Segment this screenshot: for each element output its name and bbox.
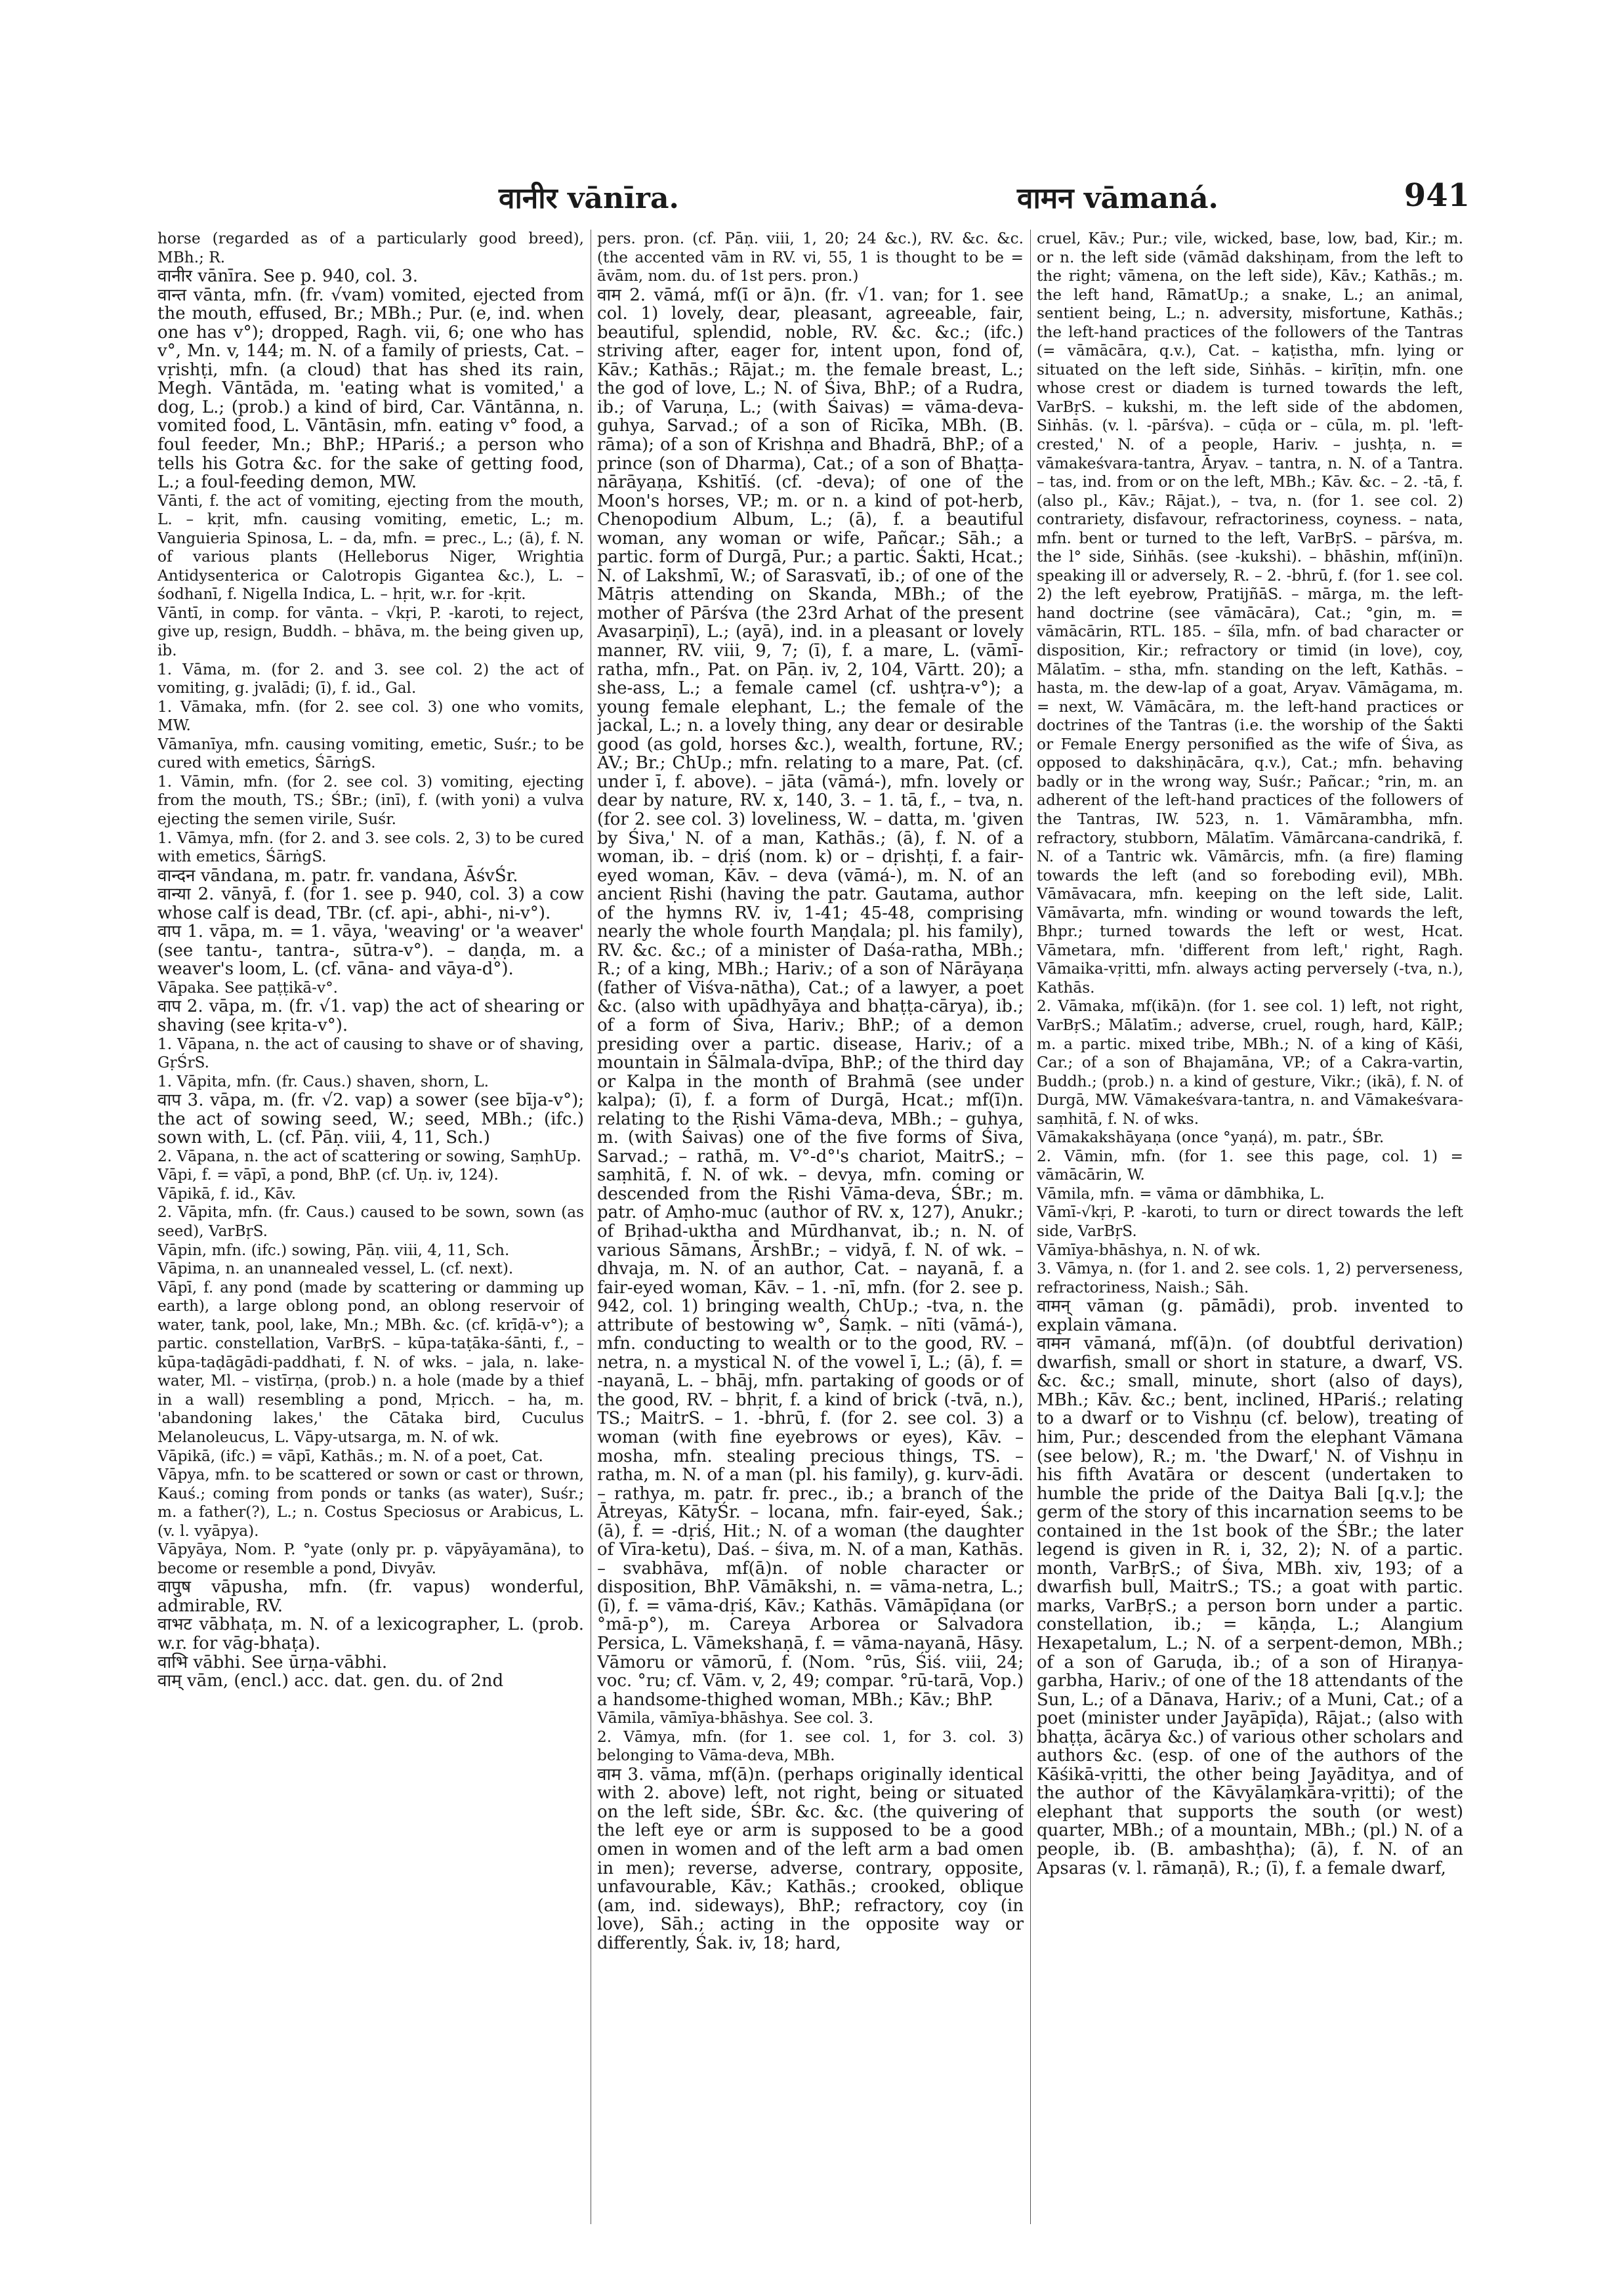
dictionary-headword-entry: वाम् vām, (encl.) acc. dat. gen. du. of 2nd (157, 1671, 504, 1691)
dictionary-entry: 2. Vāpita, mfn. (fr. Caus.) caused to be sown, sown (as seed), VarBṛS. (157, 1203, 584, 1240)
column-2 (597, 230, 1024, 2224)
dictionary-headword-entry: वामन vāmaná, mf(ā)n. (of doubtful derivation) dwarfish, small or short in stature, a dwarf, VS. &c. &c.; small, minute, short (also of days), MBh.; Kāv. &c.; bent, inclined, HPariś.; relating to a dwarf or to Vishṇu (cf. below), treating of him, Pur.; descended from the elephant Vāmana (see below), R.; m. 'the Dwarf,' N. of Vishṇu in his fifth Avatāra or descent (undertaken to humble the pride of the Daitya Bali [q.v.]; the germ of the story of this incarnation seems to be contained in the 1st book of the ŚBr.; the later legend is given in R. i, 32, 2); N. of a partic. month, VarBṛS.; of Śiva, MBh. xiv, 193; of a dwarfish bull, MaitrS.; TS.; a goat with partic. marks, VarBṛS.; a person born under a partic. constellation, ib.; = kāṇḍa, L.; Alangium Hexapetalum, L.; N. of a serpent-demon, MBh.; of a son of Garuḍa, ib.; of a son of Hiraṇya-garbha, Hariv.; of one of the 18 attendants of the Sun, L.; of a Dānava, Hariv.; of a Muni, Cat.; of a poet (minister under Jayāpīḍa), Rājat.; (also with bhaṭṭa, ācārya &c.) of various other scholars and authors &c. (esp. of one of the authors of the Kāśikā-vṛitti, the other being Jayāditya, and of the author of the Kāvyālaṃkāra-vṛitti); of the elephant that supports the south (or west) quarter, MBh.; of a mountain, MBh.; (pl.) N. of a people, ib. (B. ambashṭha); (ā), f. N. of an Apsaras (v. l. rāmaṇā), R.; (ī), f. a female dwarf, (1037, 1334, 1463, 1878)
column-1 (157, 230, 584, 2224)
page-number: 941 (1404, 177, 1470, 214)
running-head-right: वामन vāmaná. (1017, 182, 1218, 215)
dictionary-entry: 2. Vāmya, mfn. (for 1. see col. 1, for 3. col. 3) belonging to Vāma-deva, MBh. (597, 1727, 1024, 1765)
dictionary-entry: 2. Vāpana, n. the act of scattering or sowing, SaṃhUp. (157, 1147, 581, 1165)
dictionary-entry: Vāpin, mfn. (ifc.) sowing, Pāṇ. viii, 4, 11, Sch. (157, 1241, 510, 1259)
dictionary-headword-entry: वाभि vābhi. See ūrṇa-vābhi. (157, 1652, 388, 1672)
dictionary-entry: Vāpikā, (ifc.) = vāpī, Kathās.; m. N. of a poet, Cat. (157, 1447, 543, 1465)
dictionary-entry: Vāmakakshāyaṇa (once °yaṇá), m. patr., ŚBr. (1037, 1128, 1385, 1147)
dictionary-headword-entry: वान्या 2. vānyā, f. (for 1. see p. 940, col. 3) a cow whose calf is dead, TBr. (cf. api-, abhi-, ni-v°). (157, 884, 584, 923)
dictionary-entry: 2. Vāmaka, mf(ikā)n. (for 1. see col. 1) left, not right, VarBṛS.; Mālatīm.; adverse, cruel, rough, hard, KālP.; m. a partic. mixed tribe, MBh.; N. of a king of Kāśi, Car.; of a son of Bhajamāna, VP.; of a Cakra-vartin, Buddh.; (prob.) n. a kind of gesture, Vikr.; (ikā), f. N. of Durgā, MW. Vāmakeśvara-tantra, n. and Vāmakeśvara-saṃhitā, f. N. of wks. (1037, 997, 1463, 1128)
column-3 (1037, 230, 1463, 2224)
dictionary-columns (157, 230, 1463, 2224)
dictionary-entry: Vāmī-√kṛi, P. -karoti, to turn or direct towards the left side, VarBṛS. (1037, 1203, 1463, 1240)
running-head-left: वानीर vānīra. (499, 182, 679, 215)
dictionary-entry: 1. Vāmaka, mfn. (for 2. see col. 3) one who vomits, MW. (157, 697, 584, 735)
dictionary-entry: 1. Vāma, m. (for 2. and 3. see col. 2) the act of vomiting, g. jvalādi; (ī), f. id., Gal. (157, 660, 584, 697)
dictionary-headword-entry: वाम 3. vāma, mf(ā)n. (perhaps originally identical with 2. above) left, not right, being or situated on the left side, ŚBr. &c. &c. (the quivering of the left eye or arm is supposed to be a good omen in women and of the left arm a bad omen in men); reverse, adverse, contrary, opposite, unfavourable, Kāv.; Kathās.; crooked, oblique (am, ind. sideways), BhP.; refractory, coy (in love), Sāh.; acting in the opposite way or differently, Śak. iv, 18; hard, (597, 1764, 1024, 1953)
dictionary-entry: Vāmīya-bhāshya, n. N. of wk. (1037, 1241, 1261, 1259)
dictionary-entry: Vāmila, mfn. = vāma or dāmbhika, L. (1037, 1184, 1325, 1203)
dictionary-entry: Vāntī, in comp. for vānta. – √kṛi, P. -karoti, to reject, give up, resign, Buddh. – bhāva, m. the being given up, ib. (157, 604, 584, 660)
dictionary-entry: Vāmanīya, mfn. causing vomiting, emetic, Suśr.; to be cured with emetics, ŚārṅgS. (157, 735, 584, 772)
dictionary-headword-entry: वाप 2. vāpa, m. (fr. √1. vap) the act of shearing or shaving (see kṛita-v°). (157, 997, 584, 1035)
dictionary-entry: 2. Vāmin, mfn. (for 1. see this page, col. 1) = vāmācārin, W. (1037, 1147, 1463, 1184)
dictionary-headword-entry: वाप 1. vāpa, m. = 1. vāya, 'weaving' or 'a weaver' (see tantu-, tantra-, sūtra-v°). – daṇḍa, m. a weaver's loom, L. (cf. vāna- and vāya-d°). (157, 922, 584, 980)
dictionary-headword-entry: वाभट vābhaṭa, m. N. of a lexicographer, L. (prob. w.r. for vāg-bhaṭa). (157, 1615, 584, 1654)
dictionary-headword-entry: वामन् vāman (g. pāmādi), prob. invented to explain vāmana. (1037, 1296, 1463, 1335)
dictionary-entry: Vāpya, mfn. to be scattered or sown or cast or thrown, Kauś.; coming from ponds or tanks (as water), Suśr.; m. a father(?), L.; n. Costus Speciosus or Arabicus, L. (v. l. vyāpya). (157, 1466, 584, 1540)
dictionary-headword-entry: वानीर vānīra. See p. 940, col. 3. (157, 266, 419, 287)
dictionary-entry: pers. pron. (cf. Pāṇ. viii, 1, 20; 24 &c.), RV. &c. &c. (the accented vām in RV. vi, 55, 1 is thought to be = āvām, nom. du. of 1st pers. pron.) (597, 230, 1024, 285)
dictionary-entry: Vāmila, vāmīya-bhāshya. See col. 3. (597, 1709, 874, 1727)
dictionary-entry: 3. Vāmya, n. (for 1. and 2. see cols. 1, 2) perverseness, refractoriness, Naish.; Sāh. (1037, 1260, 1463, 1296)
dictionary-headword-entry: वान्दन vāndana, m. patr. fr. vandana, ĀśvŚr. (157, 865, 518, 886)
dictionary-entry: Vāpima, n. an unannealed vessel, L. (cf. next). (157, 1260, 514, 1278)
dictionary-entry: 1. Vāmya, mfn. (for 2. and 3. see cols. 2, 3) to be cured with emetics, ŚārṅgS. (157, 829, 584, 866)
dictionary-entry: Vāpyāya, Nom. P. °yate (only pr. p. vāpyāyamāna), to become or resemble a pond, Divyāv. (157, 1540, 584, 1577)
dictionary-headword-entry: वान्त vānta, mfn. (fr. √vam) vomited, ejected from the mouth, effused, Br.; MBh.; Pur. (e, ind. when one has v°); dropped, Ragh. vii, 6; one who has v°, Mn. v, 144; m. N. of a family of priests, Cat. – vṛishṭi, mfn. (a cloud) that has shed its rain, Megh. Vāntāda, m. 'eating what is vomited,' a dog, L.; (prob.) a kind of bird, Car. Vāntānna, n. vomited food, L. Vāntāsin, mfn. eating v° food, a foul feeder, Mn.; BhP.; HPariś.; a person who tells his Gotra &c. for the sake of getting food, L.; a foul-feeding demon, MW. (157, 285, 584, 493)
dictionary-headword-entry: वाम 2. vāmá, mf(ī or ā)n. (fr. √1. van; for 1. see col. 1) lovely, dear, pleasant, agreeable, fair, beautiful, splendid, noble, RV. &c. &c.; (ifc.) striving after, eager for, intent upon, fond of, Kāv.; Kathās.; Rājat.; m. the female breast, L.; the god of love, L.; N. of Śiva, BhP.; of a Rudra, ib.; of Varuṇa, L.; (with Śaivas) = vāma-deva-guhya, Sarvad.; of a son of Ricīka, MBh. (B. rāma); of a son of Krishṇa and Bhadrā, BhP.; of a prince (son of Dharma), Cat.; of a son of Bhaṭṭa-nārāyaṇa, Kshitīś. (cf. -deva); of one of the Moon's horses, VP.; m. or n. a kind of pot-herb, Chenopodium Album, L.; (ā), f. a beautiful woman, any woman or wife, Pañcar.; Sāh.; a partic. form of Durgā, Pur.; a partic. Śakti, Hcat.; N. of Lakshmī, W.; of Sarasvatī, ib.; of one of the Mātṛis attending on Skanda, MBh.; of the mother of Pārśva (the 23rd Arhat of the present Avasarpiṇī), L.; (ayā), ind. in a pleasant or lovely manner, RV. viii, 9, 7; (ī), f. a mare, L. (vāmī-ratha, mfn., Pat. on Pāṇ. iv, 2, 104, Vārtt. 20); a she-ass, L.; a female camel (cf. ushṭra-v°); a young female elephant, L.; the female of the jackal, L.; n. a lovely thing, any dear or desirable good (as gold, horses &c.), wealth, fortune, RV.; AV.; Br.; ChUp.; mfn. relating to a mare, Pat. (cf. under ī, f. above). – jāta (vāmá-), mfn. lovely or dear by nature, RV. x, 140, 3. – 1. tā, f., – tva, n. (for 2. see col. 3) loveliness, W. – datta, m. 'given by Śiva,' N. of a man, Kathās.; (ā), f. N. of a woman, ib. – dṛiś (nom. k) or – dṛishṭi, f. a fair-eyed woman, Kāv. – deva (vāmá-), m. N. of an ancient Ṛishi (having the patr. Gautama, author of the hymns RV. iv, 1-41; 45-48, comprising nearly the whole fourth Maṇḍala; pl. his family), RV. &c. &c.; of a minister of Daśa-ratha, MBh.; R.; of a king, MBh.; Hariv.; of a son of Nārāyaṇa (father of Viśva-nātha), Cat.; of a lawyer, a poet &c. (also with upādhyāya and bhaṭṭa-cārya), ib.; of a form of Śiva, Hariv.; BhP.; of a demon presiding over a partic. disease, Hariv.; of a mountain in Śālmala-dvīpa, BhP.; of the third day or Kalpa in the month of Brahmā (see under kalpa); (ī), f. a form of Durgā, Hcat.; mf(ī)n. relating to the Ṛishi Vāma-deva, MBh.; – guhya, m. (with Śaivas) one of the five forms of Śiva, Sarvad.; – rathā, m. V°-d°'s chariot, MaitrS.; – saṃhitā, f. N. of wk. – devya, mfn. coming or descended from the Ṛishi Vāma-deva, ŚBr.; m. patr. of Aṃho-muc (author of RV. x, 127), Anukr.; of Bṛihad-uktha and Mūrdhanvat, ib.; n. N. of various Sāmans, ĀrshBr.; – vidyā, f. N. of wk. – dhvaja, m. N. of an author, Cat. – nayanā, f. a fair-eyed woman, Kāv. – 1. -nī, mfn. (for 2. see p. 942, col. 1) bringing wealth, ChUp.; -tva, n. the attribute of bestowing w°, Śaṃk. – nīti (vāmá-), mfn. conducting to wealth or to the good, RV. – netra, n. a mystical N. of the vowel ī, L.; (ā), f. = -nayanā, L. – bhāj, mfn. partaking of goods or of the good, RV. – bhṛit, f. a kind of brick (-tvā, n.), TS.; MaitrS. – 1. -bhrū, f. (for 2. see col. 3) a woman (with fine eyebrows or eyes), Kāv. – mosha, mfn. stealing precious things, TS. – ratha, m. N. of a man (pl. his family), g. kurv-ādi. – rathya, m. patr. fr. prec., ib.; a branch of the Ātreyas, KātyŚr. – locana, mfn. fair-eyed, Śak.; (ā), f. = -dṛiś, Hit.; N. of a woman (the daughter of Vīra-ketu), Daś. – śiva, m. N. of a man, Kathās. – svabhāva, mf(ā)n. of noble character or disposition, BhP. Vāmākshi, n. = vāma-netra, L.; (ī), f. = vāma-dṛiś, Kāv.; Kathās. Vāmāpīḍana (or °mā-p°), m. Careya Arborea or Salvadora Persica, L. Vāmekshaṇā, f. = vāma-nayanā, Hāsy. Vāmoru or vāmorū, f. (Nom. °rūs, Śiś. viii, 24; voc. °ru; cf. Vām. v, 2, 49; compar. °rū-tarā, Vop.) a handsome-thighed woman, MBh.; Kāv.; BhP. (597, 285, 1024, 1710)
dictionary-entry: Vāpī, f. any pond (made by scattering or damming up earth), a large oblong pond, an oblong reservoir of water, tank, pool, lake, Mn.; MBh. &c. (cf. krīḍā-v°); a partic. constellation, VarBṛS. – kūpa-taṭāka-śānti, f., – kūpa-taḍāgādi-paddhati, f. N. of wks. – jala, n. lake-water, Ml. – vistīrṇa, (prob.) n. a hole (made by a thief in a wall) resembling a pond, Mṛicch. – ha, m. 'abandoning lakes,' the Cātaka bird, Cuculus Melanoleucus, L. Vāpy-utsarga, m. N. of wk. (157, 1278, 584, 1446)
dictionary-entry: Vāpi, f. = vāpī, a pond, BhP. (cf. Uṇ. iv, 124). (157, 1166, 499, 1184)
dictionary-entry: 1. Vāpita, mfn. (fr. Caus.) shaven, shorn, L. (157, 1072, 489, 1090)
page-header (151, 177, 1470, 223)
dictionary-headword-entry: वापुष vāpusha, mfn. (fr. vapus) wonderful, admirable, RV. (157, 1577, 584, 1616)
dictionary-headword-entry: वाप 3. vāpa, m. (fr. √2. vap) a sower (see bīja-v°); the act of sowing seed, W.; seed, MBh.; (ifc.) sown with, L. (cf. Pāṇ. viii, 4, 11, Sch.) (157, 1090, 584, 1148)
dictionary-entry: horse (regarded as of a particularly good breed), MBh.; R. (157, 230, 584, 266)
dictionary-entry: Vānti, f. the act of vomiting, ejecting from the mouth, L. – kṛit, mfn. causing vomiting, emetic, L.; m. Vanguieria Spinosa, L. – da, mfn. = prec., L.; (ā), f. N. of various plants (Helleborus Niger, Wrightia Antidysenterica or Calotropis Gigantea &c.), L. – śodhanī, f. Nigella Indica, L. – hṛit, w.r. for -kṛit. (157, 491, 584, 604)
dictionary-entry: Vāpaka. See paṭṭikā-v°. (157, 978, 339, 997)
dictionary-entry: 1. Vāpana, n. the act of causing to shave or of shaving, GṛŚrS. (157, 1035, 584, 1072)
column-divider (1030, 230, 1031, 2224)
dictionary-entry: 1. Vāmin, mfn. (for 2. see col. 3) vomiting, ejecting from the mouth, TS.; ŚBr.; (inī), f. (with yoni) a vulva ejecting the semen virile, Suśr. (157, 772, 584, 828)
dictionary-entry: cruel, Kāv.; Pur.; vile, wicked, base, low, bad, Kir.; m. or n. the left side (vāmād dakshiṇam, from the left to the right; vāmena, on the left side), Kāv.; Kathās.; m. the left hand, RāmatUp.; a snake, L.; an animal, sentient being, L.; n. adversity, misfortune, Kathās.; the left-hand practices of the followers of the Tantras (= vāmācāra, q.v.), Cat. – kaṭistha, mfn. lying or situated on the left side, Siṅhās. – kirīṭin, mfn. one whose crest or diadem is turned towards the left, VarBṛS. – kukshi, m. the left side of the abdomen, Siṅhās. (v. l. -pārśva). – cūḍa or – cūla, m. pl. 'left-crested,' N. of a people, Hariv. – jushṭa, n. = vāmakeśvara-tantra, Āryav. – tantra, n. N. of a Tantra. – tas, ind. from or on the left, MBh.; Kāv. &c. – 2. -tā, f. (also pl., Kāv.; Rājat.), – tva, n. (for 1. see col. 2) contrariety, disfavour, refractoriness, coyness. – nata, mfn. bent or turned to the left, VarBṛS. – pārśva, m. the l° side, Siṅhās. (see -kukshi). – bhāshin, mf(inī)n. speaking ill or adversely, R. – 2. -bhrū, f. (for 1. see col. 2) the left eyebrow, PratijñāS. – mārga, m. the left-hand doctrine (see vāmācāra), Cat.; °gin, m. = vāmācārin, RTL. 185. – śīla, mfn. of bad character or disposition, Kir.; refractory or timid (in love), coy, Mālatīm. – stha, mfn. standing on the left, Kathās. – hasta, m. the dew-lap of a goat, Aryav. Vāmāgama, m. = next, W. Vāmācāra, m. the left-hand practices or doctrines of the Tantras (i.e. the worship of the Śakti or Female Energy personified as the wife of Śiva, as opposed to dakshiṇācāra, q.v.), Cat.; mfn. behaving badly or in the wrong way, Suśr.; Pañcar.; °rin, m. an adherent of the left-hand practices of the followers of the Tantras, IW. 523, n. 1. Vāmārambha, mfn. refractory, stubborn, Mālatīm. Vāmārcana-candrikā, f. N. of a Tantric wk. Vāmārcis, mfn. (a fire) flaming towards the left (and so foreboding evil), MBh. Vāmāvacara, mfn. keeping on the left side, Lalit. Vāmāvarta, mfn. winding or wound towards the left, Bhpr.; turned towards the left or west, Hcat. Vāmetara, mfn. 'different from left,' right, Ragh. Vāmaika-vṛitti, mfn. always acting perversely (-tva, n.), Kathās. (1037, 230, 1463, 997)
dictionary-entry: Vāpikā, f. id., Kāv. (157, 1184, 297, 1203)
